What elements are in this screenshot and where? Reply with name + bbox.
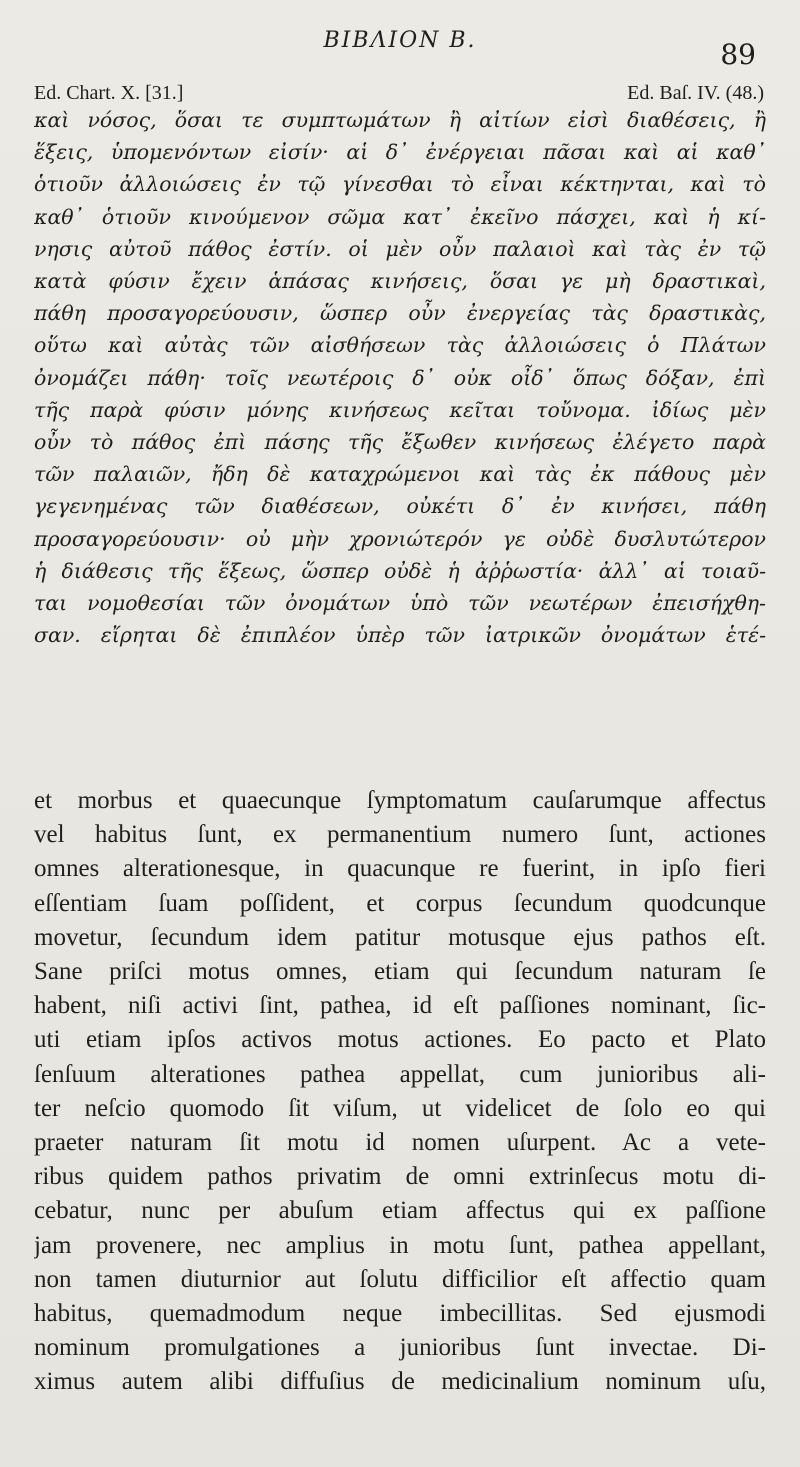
greek-line: κατὰ φύσιν ἔχειν ἁπάσας κινήσεις, ὅσαι γε μὴ δραστικαὶ, [34,269,766,294]
edition-basel: Ed. Baſ. IV. (48.) [627,82,764,104]
greek-line: προσαγορεύουσιν· οὐ μὴν χρονιώτερόν γε οὐδὲ δυσλυτώτερον [34,526,766,551]
greek-line: τῆς παρὰ φύσιν μόνης κινήσεως κεῖται τοὔνομα. ἰδίως μὲν [34,397,766,422]
latin-line: ribus quidem pathos privatim de omni extrinſecus motu di- [34,1163,766,1191]
greek-line: σαν. εἴρηται δὲ ἐπιπλέον ὑπὲρ τῶν ἰατρικῶν ὀνομάτων ἑτέ- [34,623,766,648]
page-number: 89 [720,38,756,71]
greek-line: γεγενημένας τῶν διαθέσεων, οὐκέτι δ᾽ ἐν κινήσει, πάθη [34,494,766,519]
latin-line: omnes alterationesque, in quacunque re fuerint, in ipſo fieri [34,855,766,883]
greek-line: οὕτω καὶ αὐτὰς τῶν αἰσθήσεων τὰς ἀλλοιώσεις ὁ Πλάτων [34,333,766,358]
greek-line: ται νομοθεσίαι τῶν ὀνομάτων ὑπὸ τῶν νεωτέρων ἐπεισήχθη- [34,591,766,616]
edition-chartier: Ed. Chart. X. [31.] [34,82,184,104]
greek-line: νησις αὐτοῦ πάθος ἐστίν. οἱ μὲν οὖν παλαιοὶ καὶ τὰς ἐν τῷ [34,236,766,261]
greek-line: πάθη προσαγορεύουσιν, ὥσπερ οὖν ἐνεργείας τὰς δραστικὰς, [34,301,766,326]
greek-line: ἡ διάθεσις τῆς ἕξεως, ὥσπερ οὐδὲ ἡ ἀῤῥωστία· ἀλλ᾽ αἱ τοιαῦ- [34,558,766,583]
greek-line: ὀνομάζει πάθη· τοῖς νεωτέροις δ᾽ οὐκ οἶδ᾽ ὅπως δόξαν, ἐπὶ [34,365,766,390]
latin-line: habitus, quemadmodum neque imbecillitas. Sed ejusmodi [34,1300,766,1328]
latin-line: nominum promulgationes a junioribus ſunt invectae. Di- [34,1334,766,1362]
greek-line: ἕξεις, ὑπομενόντων εἰσίν· αἱ δ᾽ ἐνέργειαι πᾶσαι καὶ αἱ καθ᾽ [34,140,766,165]
latin-line: non tamen diuturnior aut ſolutu difficilior eſt affectio quam [34,1265,766,1293]
latin-line: ſenſuum alterationes pathea appellat, cum junioribus ali- [34,1060,766,1088]
latin-line: Sane priſci motus omnes, etiam qui ſecundum naturam ſe [34,958,766,986]
latin-line: cebatur, nunc per abuſum etiam affectus qui ex paſſione [34,1197,766,1225]
greek-line: ὁτιοῦν ἀλλοιώσεις ἐν τῷ γίνεσθαι τὸ εἶναι κέκτηνται, καὶ τὸ [34,172,766,197]
latin-line: ter neſcio quomodo ſit viſum, ut videlicet de ſolo eo qui [34,1094,766,1122]
latin-line: eſſentiam ſuam poſſident, et corpus ſecundum quodcunque [34,889,766,917]
latin-text-block [34,784,766,1400]
latin-line: movetur, ſecundum idem patitur motusque ejus pathos eſt. [34,923,766,951]
greek-text-block [34,104,766,651]
latin-line: vel habitus ſunt, ex permanentium numero ſunt, actiones [34,821,766,849]
greek-line: οὖν τὸ πάθος ἐπὶ πάσης τῆς ἔξωθεν κινήσεως ἐλέγετο παρὰ [34,430,766,455]
latin-line: et morbus et quaecunque ſymptomatum cauſarumque affectus [34,787,766,814]
latin-line: praeter naturam ſit motu id nomen uſurpent. Ac a vete- [34,1129,766,1157]
latin-line: uti etiam ipſos activos motus actiones. Eo pacto et Plato [34,1026,766,1054]
greek-line: καὶ νόσος, ὅσαι τε συμπτωμάτων ἢ αἰτίων εἰσὶ διαθέσεις, ἢ [34,108,766,132]
greek-line: τῶν παλαιῶν, ἤδη δὲ καταχρώμενοι καὶ τὰς ἐκ πάθους μὲν [34,462,766,487]
latin-line: jam provenere, nec amplius in motu ſunt, pathea appellant, [34,1231,766,1259]
latin-line: habent, niſi activi ſint, pathea, id eſt paſſiones nominant, ſic- [34,992,766,1020]
edition-references [34,68,764,105]
running-title: ΒΙΒΛΙΟΝ Β. [323,28,477,53]
latin-line: ximus autem alibi diffuſius de medicinalium nominum uſu, [34,1368,766,1396]
greek-line: καθ᾽ ὁτιοῦν κινούμενον σῶμα κατ᾽ ἐκεῖνο πάσχει, καὶ ἡ κί- [34,204,766,229]
